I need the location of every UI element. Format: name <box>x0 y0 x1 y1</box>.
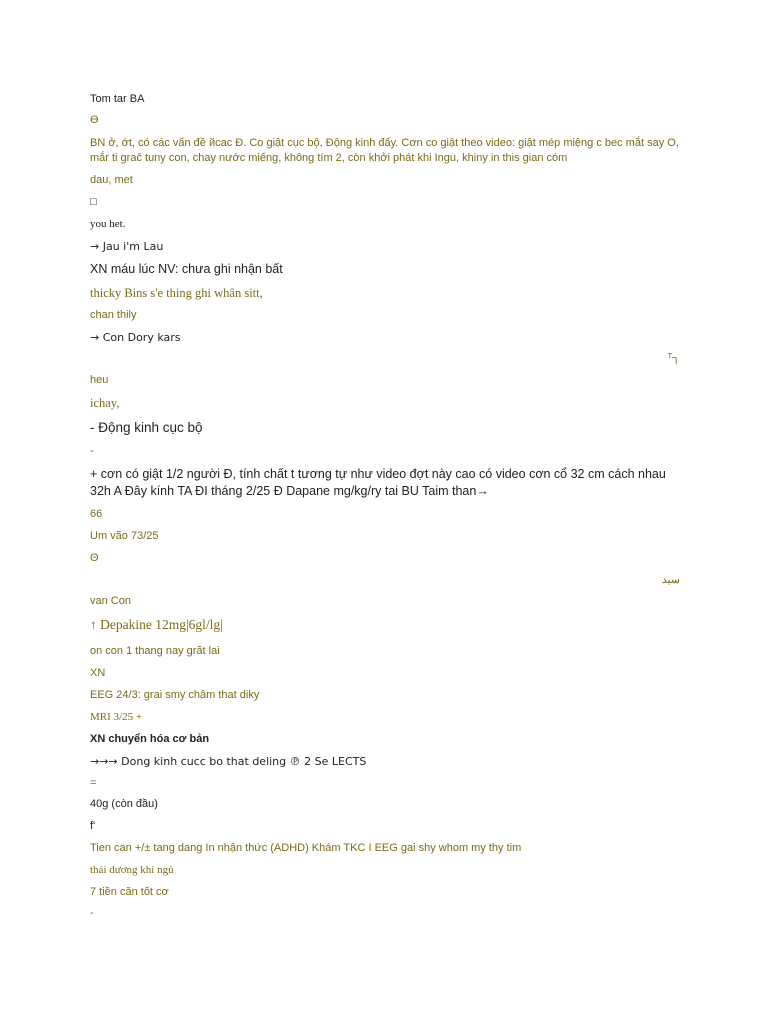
note-symbol: f' <box>90 820 96 832</box>
note-line: van Con <box>90 595 131 607</box>
note-line: Tien can +/± tang dang In nhận thức (ADHD) Khám TKC I EEG gai shy whom my thy tim <box>90 842 522 854</box>
note-line: thái dương khi ngủ <box>90 864 174 876</box>
note-mark: ᵀ┐ <box>667 352 680 364</box>
note-line: Um vão 73/25 <box>90 530 159 542</box>
note-line: MRI 3/25 + <box>90 711 143 723</box>
note-line: → Jau i'm Lau <box>90 240 164 253</box>
note-line: on con 1 thang nay grãt lai <box>90 645 220 657</box>
note-symbol: Θ <box>90 552 99 564</box>
note-line: chan thily <box>90 309 137 321</box>
note-title: Tom tar BA <box>90 93 145 105</box>
note-line: ↑ Depakine 12mg|6gl/lg| <box>90 617 223 632</box>
note-line: ϴ <box>90 114 99 126</box>
note-line: thicky Bins s'e thing ghi whân sitt, <box>90 286 263 300</box>
note-line: - <box>90 445 94 457</box>
note-line: XN máu lúc NV: chưa ghi nhận bất <box>90 262 283 276</box>
note-paragraph: BN ở, ớt, có các vấn đề йcac Đ. Co giật cục bộ, Động kinh đấy. Cơn co giật theo video: giật mép miệng c bec mắt say O, mắr ti grač tuny con, chay nước miếng, không tím 2, còn khởi phát khi Ingu, khiny in this gian cóm <box>90 137 679 164</box>
note-line: XN <box>90 667 106 679</box>
note-line: 66 <box>90 508 103 520</box>
note-line: - <box>90 907 94 919</box>
note-line: heu <box>90 374 109 386</box>
note-symbol: = <box>90 777 97 789</box>
note-line: dau, met <box>90 174 133 186</box>
note-heading: XN chuyển hóa cơ bản <box>90 733 210 745</box>
note-line: EEG 24/3: grai smy châm that diky <box>90 689 260 701</box>
note-mark: سید <box>661 574 680 586</box>
note-line: 7 tiền căn tốt cơ <box>90 886 169 898</box>
note-line: ichay, <box>90 396 120 410</box>
note-symbol: □ <box>90 196 97 208</box>
note-heading: - Động kinh cục bộ <box>90 420 203 435</box>
note-paragraph: + cơn có giật 1/2 người Đ, tính chất t tương tự như video đợt này cao có video cơn cổ 32 cm cách nhau 32h A Đây kính TA ĐI tháng 2/25 Đ Dapane mg/kg/ry tai BU Taim than→ <box>90 467 666 498</box>
note-line: → Con Dory kars <box>90 331 181 344</box>
note-line: →→→ Dong kinh cucc bo that deling ℗ 2 Se LECTS <box>90 755 367 768</box>
note-line: 40g (còn đầu) <box>90 798 158 810</box>
note-line: you het. <box>90 218 126 230</box>
